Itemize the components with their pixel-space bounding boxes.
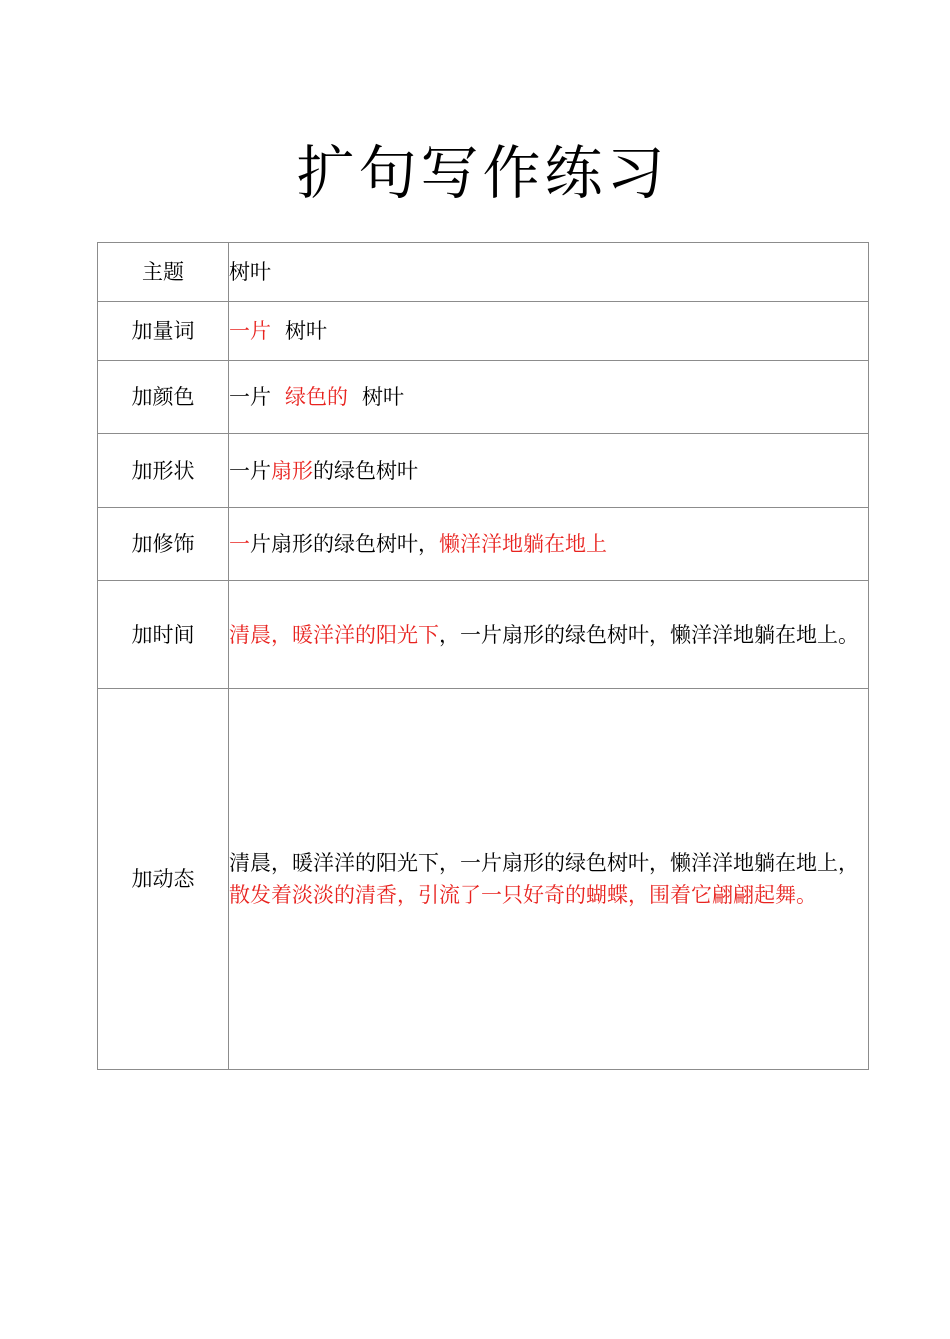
text-segment: ，一片扇形的绿色树叶，懒洋洋地躺在地上。 xyxy=(439,622,859,647)
table-row xyxy=(98,508,869,581)
text-segment: 一片 xyxy=(229,458,271,483)
row-label: 加颜色 xyxy=(98,361,229,434)
highlight-segment: 一片 xyxy=(229,319,271,343)
highlight-segment: 散发着淡淡的清香，引流了一只好奇的蝴蝶，围着它翩翩起舞。 xyxy=(229,883,817,907)
text-segment: 树叶 xyxy=(362,385,404,409)
text-segment: 清晨，暖洋洋的阳光下，一片扇形的绿色树叶，懒洋洋地躺在地上， xyxy=(229,851,859,875)
table-row xyxy=(98,689,869,1070)
highlight-segment: 清晨，暖洋洋的阳光下 xyxy=(229,622,439,647)
row-label: 加动态 xyxy=(98,689,229,1070)
table-row xyxy=(98,434,869,508)
row-content xyxy=(229,581,869,689)
text-segment: 树叶 xyxy=(285,319,327,343)
row-content xyxy=(229,434,869,508)
page-title: 扩句写作练习 xyxy=(296,139,669,207)
row-content xyxy=(229,508,869,581)
table-row xyxy=(98,302,869,361)
row-content xyxy=(229,361,869,434)
expansion-table xyxy=(97,242,869,1070)
text-segment: 片扇形的绿色树叶， xyxy=(250,532,439,556)
text-segment: 的绿色树叶 xyxy=(313,458,418,483)
row-label: 加时间 xyxy=(98,581,229,689)
table-row xyxy=(98,243,869,302)
highlight-segment: 懒洋洋地躺在地上 xyxy=(439,532,607,556)
row-content xyxy=(229,243,869,302)
row-content xyxy=(229,689,869,1070)
table-row xyxy=(98,581,869,689)
text-segment: 一片 xyxy=(229,385,271,409)
row-label: 加形状 xyxy=(98,434,229,508)
row-content xyxy=(229,302,869,361)
table-row xyxy=(98,361,869,434)
row-label: 加量词 xyxy=(98,302,229,361)
row-label: 加修饰 xyxy=(98,508,229,581)
text-segment: 树叶 xyxy=(229,260,271,284)
highlight-segment: 绿色的 xyxy=(285,385,348,409)
highlight-segment: 一 xyxy=(229,532,250,556)
row-label: 主题 xyxy=(98,243,229,302)
highlight-segment: 扇形 xyxy=(271,458,313,483)
